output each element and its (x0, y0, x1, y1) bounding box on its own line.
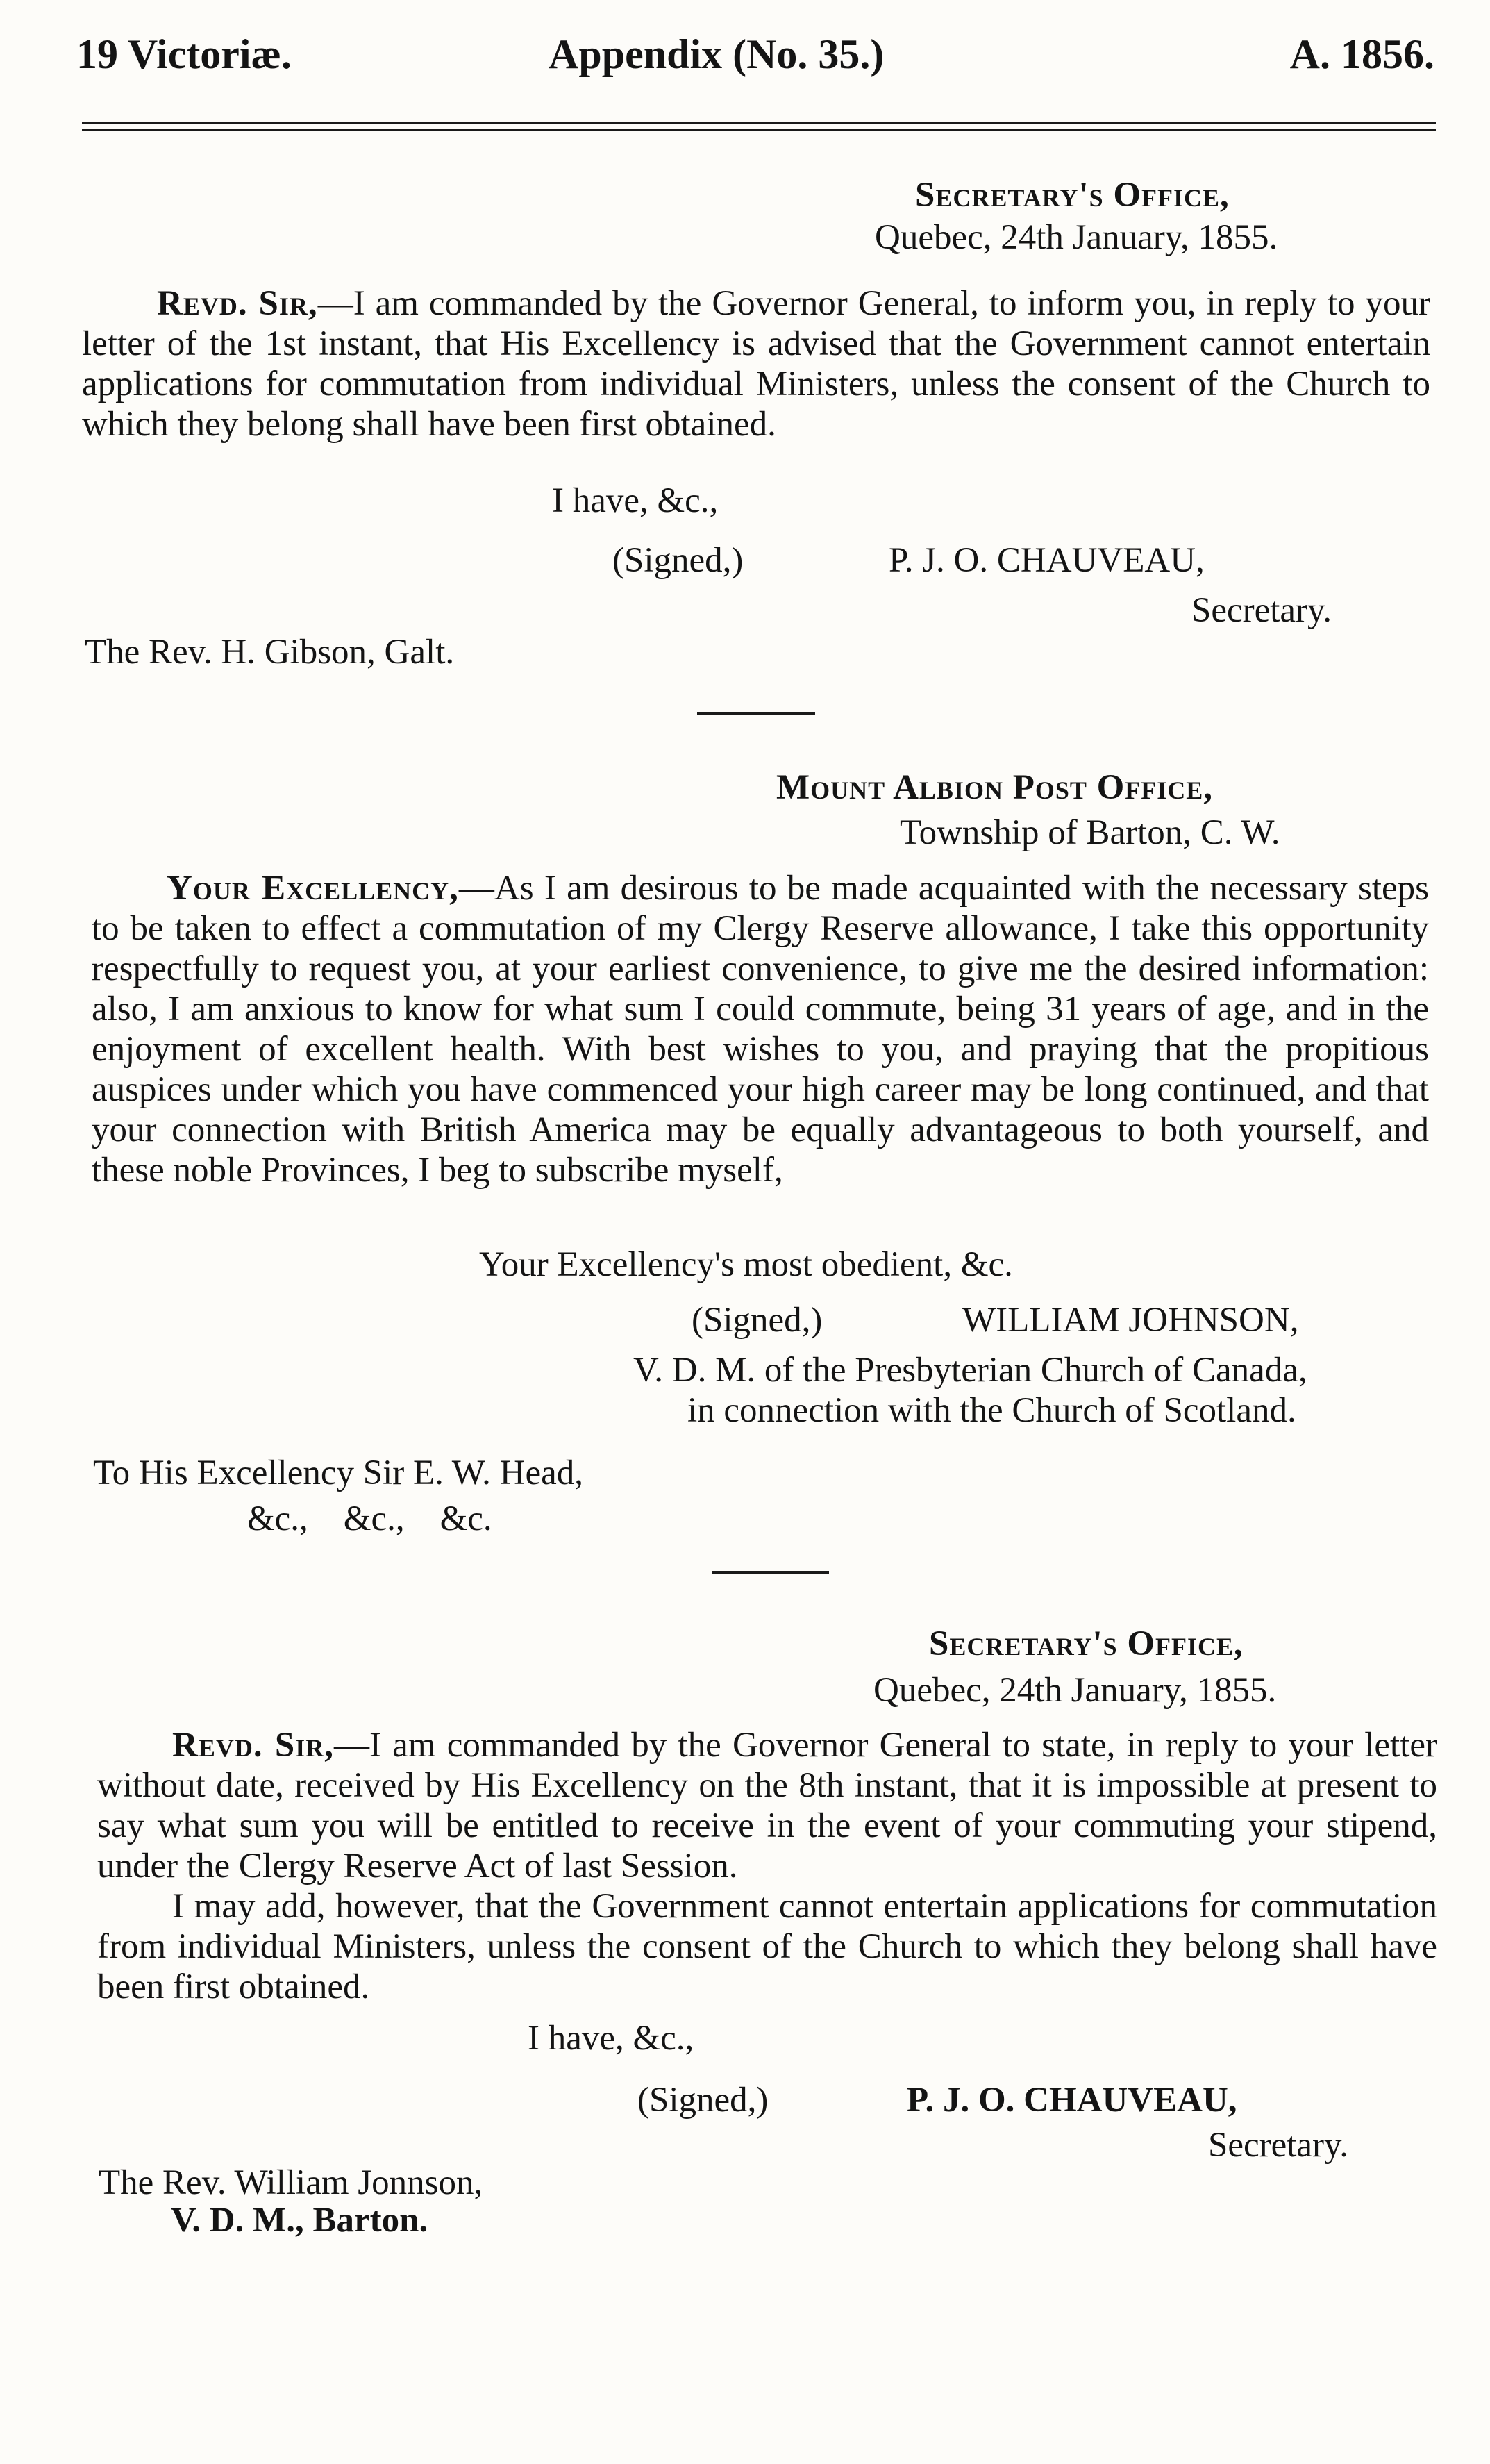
section-divider-2 (712, 1571, 829, 1574)
letter2-signer-title-1: V. D. M. of the Presbyterian Church of Canada, (633, 1351, 1307, 1390)
letter3-paragraph-2: I may add, however, that the Government cannot entertain applications for commutation from individual Ministers, unless the consent of the Church to which they belong shall have been first obtained. (97, 1887, 1437, 2006)
letter1-signer: P. J. O. CHAUVEAU, (889, 541, 1205, 580)
letter2-place: Township of Barton, C. W. (900, 813, 1280, 852)
letter2-signer-title-2: in connection with the Church of Scotland. (687, 1391, 1296, 1430)
header-session: 19 Victoriæ. (76, 31, 292, 77)
letter2-body: —As I am desirous to be made acquainted with the necessary steps to be taken to effect a commutation of my Clergy Reserve allowance, I take this opportunity respectfully to request you, at your earliest convenience, to give me the desired information: also, I am anxious to know for what sum I could commute, being 31 years of age, and in the enjoyment of excellent health. With best wishes to you, and praying that the propitious auspices under which you have commenced your high career may be long continued, and that your connection with British America may be equally advantageous to both yourself, and these noble Provinces, I beg to subscribe myself, (92, 869, 1429, 1190)
letter2-paragraph (92, 868, 1429, 1190)
letter3-addressee-1: The Rev. William Jonnson, (99, 2163, 483, 2202)
header-year: A. 1856. (1289, 31, 1434, 77)
letter2-addressee-1: To His Excellency Sir E. W. Head, (93, 1454, 584, 1492)
letter3-signer-title: Secretary. (1208, 2126, 1348, 2165)
letter3-closing: I have, &c., (528, 2019, 694, 2058)
section-divider-1 (697, 712, 815, 715)
header-appendix: Appendix (No. 35.) (549, 31, 885, 77)
letter1-closing: I have, &c., (552, 481, 719, 520)
letter2-signed: (Signed,) (692, 1301, 823, 1340)
letter1-body: —I am commanded by the Governor General, to inform you, in reply to your letter of the 1st instant, that His Excellency is advised that the Government cannot entertain applications for commutation from individual Ministers, unless the consent of the Church to which they belong shall have been first obtained. (82, 284, 1430, 444)
letter2-office: Mount Albion Post Office, (776, 768, 1214, 807)
page-header (76, 31, 1434, 79)
letter3-body-1: —I am commanded by the Governor General to state, in reply to your letter without date, received by His Excellency on the 8th instant, that it is impossible at present to say what sum you will be entitled to receive in the event of your commuting your stipend, under the Clergy Reserve Act of last Session. (97, 1726, 1437, 1886)
letter2-signer: WILLIAM JOHNSON, (962, 1301, 1299, 1340)
header-rule-bottom (82, 129, 1436, 131)
letter1-salutation: Revd. Sir, (157, 284, 318, 323)
letter1-place-date: Quebec, 24th January, 1855. (875, 218, 1278, 257)
letter1-paragraph (82, 283, 1430, 444)
letter3-addressee-2: V. D. M., Barton. (171, 2201, 428, 2240)
letter3-salutation: Revd. Sir, (172, 1726, 334, 1765)
letter1-signed: (Signed,) (612, 541, 744, 580)
letter3-signer: P. J. O. CHAUVEAU, (907, 2081, 1237, 2120)
letter3-office: Secretary's Office, (929, 1624, 1244, 1663)
letter1-signer-title: Secretary. (1191, 591, 1332, 630)
letter3-place-date: Quebec, 24th January, 1855. (873, 1671, 1277, 1710)
letter1-addressee: The Rev. H. Gibson, Galt. (85, 633, 455, 672)
letter2-closing: Your Excellency's most obedient, &c. (479, 1245, 1013, 1284)
letter3-paragraph-1 (97, 1725, 1437, 1886)
header-rule-top (82, 122, 1436, 124)
letter1-office: Secretary's Office, (915, 176, 1230, 215)
letter2-salutation: Your Excellency, (167, 869, 459, 908)
letter3-signed: (Signed,) (637, 2081, 769, 2120)
letter2-addressee-2: &c., &c., &c. (247, 1499, 492, 1538)
